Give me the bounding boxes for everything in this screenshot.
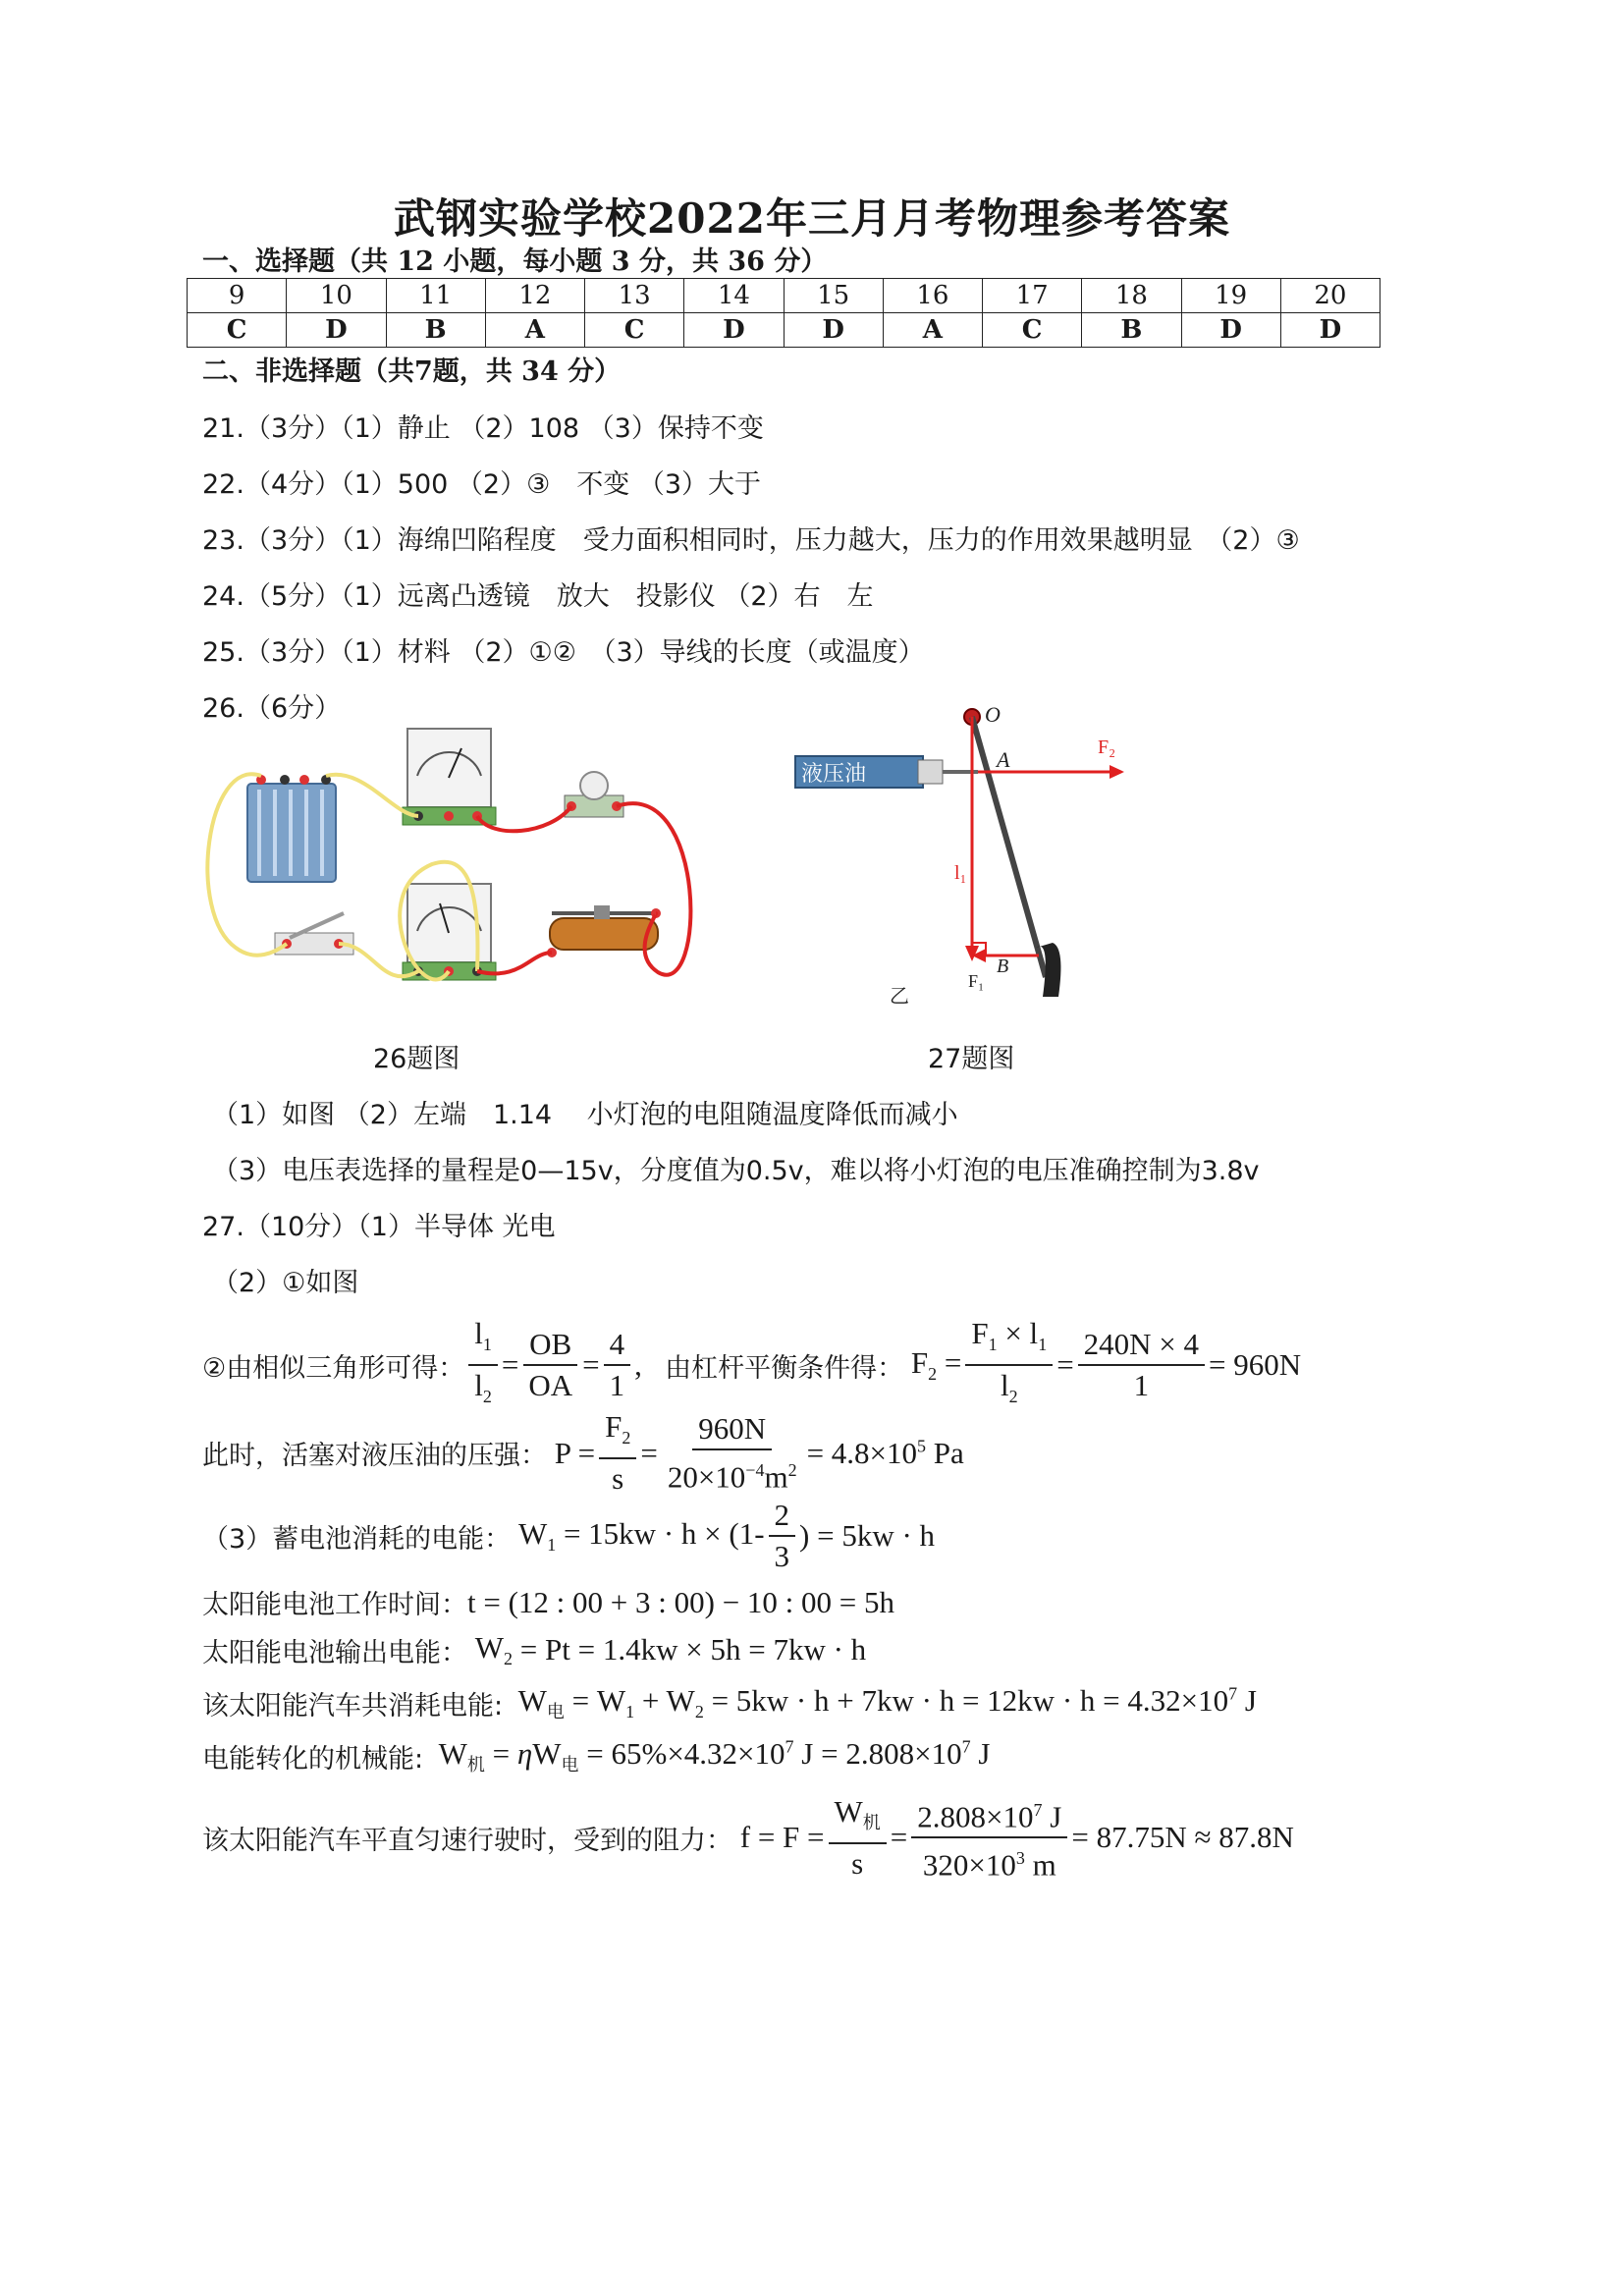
table-cell: D (1280, 313, 1380, 348)
answer-table (187, 278, 1380, 348)
formula-resistance: 该太阳能汽车平直匀速行驶时，受到的阻力： f = F = $\frac{W_机}{s}$ = $\frac{2.808\times 10^7 J}{320\times 10^3 m}$ = 87.75N ≈ 87.8N (202, 1793, 1294, 1883)
formula-similar-triangles: ②由相似三角形可得： $\frac{l_1}{l_2}$ = $\frac{OB}{OA}$ = $\frac{4}{1}$ , 由杠杆平衡条件得： $F_2$ = $\frac{F_1 \times l_1}{l_2}$ = $\frac{240N \times 4}{1}$ = 960N (202, 1316, 1302, 1407)
table-cell: D (684, 313, 784, 348)
table-cell: 17 (983, 279, 1082, 313)
table-cell: D (287, 313, 386, 348)
table-cell: B (1082, 313, 1181, 348)
table-cell: 20 (1280, 279, 1380, 313)
figure-26-caption: 26题图 (373, 1044, 460, 1074)
table-cell: 11 (386, 279, 485, 313)
formula-expression: = Pt = 1.4kw × 5h = 7kw · h (519, 1632, 867, 1667)
switch-icon (275, 913, 353, 955)
answer-line-24: 24.（5分）（1）远离凸透镜 放大 投影仪 （2）右 左 (202, 581, 874, 612)
circuit-figure-26 (196, 717, 707, 1011)
table-cell: 15 (784, 279, 883, 313)
formula-label: 该太阳能汽车共消耗电能: (202, 1691, 504, 1722)
answer-line-26: 26.（6分） (202, 693, 342, 724)
voltmeter-icon (403, 729, 496, 825)
table-cell: 10 (287, 279, 386, 313)
table-cell: D (784, 313, 883, 348)
point-b-label: B (997, 956, 1009, 977)
table-row-numbers (188, 279, 1380, 313)
answer-line-22: 22.（4分）（1）500 （2）③ 不变 （3）大于 (202, 469, 762, 500)
formula-label: 太阳能电池工作时间： (202, 1590, 467, 1620)
table-cell: D (1181, 313, 1280, 348)
point-a-label: A (997, 747, 1010, 772)
answer-line-27b: （2）①如图 (212, 1268, 359, 1298)
formula-mechanical-energy: 电能转化的机械能: $W_机 = \eta W_电 = 65\%\times 4.32\times 10^7$ $J = 2.808\times 10^7$ J (202, 1736, 991, 1776)
table-cell: C (983, 313, 1082, 348)
section-heading-choice: 一、选择题（共 12 小题，每小题 3 分，共 36 分） (202, 246, 828, 277)
table-cell: 12 (485, 279, 584, 313)
figure-yi-label: 乙 (890, 984, 909, 1007)
formula-label: 此时，活塞对液压油的压强： (202, 1441, 547, 1472)
force-f1-label: F₁ (968, 971, 985, 991)
lever-figure-27 (785, 702, 1139, 1007)
formula-label: 电能转化的机械能: (202, 1744, 424, 1776)
formula-working-time (202, 1583, 894, 1621)
table-cell: 19 (1181, 279, 1280, 313)
answer-line-26b: （3）电压表选择的量程是0—15v，分度值为0.5v，难以将小灯泡的电压准确控制为3.8v (212, 1156, 1260, 1186)
formula-total-energy: 该太阳能汽车共消耗电能: $W_电 = W_1 + W_2 = 5kw \cdot h + 7kw \cdot h = 12kw \cdot h = 4.32\times 10^7$ J (202, 1683, 1257, 1722)
answer-line-25: 25.（3分）（1）材料 （2）①② （3）导线的长度（或温度） (202, 637, 925, 668)
formula-label: （3）蓄电池消耗的电能： (202, 1523, 512, 1555)
table-cell: 16 (883, 279, 982, 313)
arm-l1-label: l₁ (954, 862, 967, 884)
force-f2-label: F₂ (1098, 737, 1116, 758)
table-cell: B (386, 313, 485, 348)
formula-solar-output: 太阳能电池输出电能： $W_2$ = Pt = 1.4kw × 5h = 7kw · h (202, 1630, 867, 1669)
formula-label: 该太阳能汽车平直匀速行驶时，受到的阻力： (202, 1825, 732, 1856)
oil-label: 液压油 (801, 762, 867, 787)
table-cell: C (188, 313, 287, 348)
point-o-label: O (985, 702, 1001, 727)
formula-label: ②由相似三角形可得： (202, 1352, 465, 1384)
table-cell: A (883, 313, 982, 348)
answer-line-26a: （1）如图 （2）左端 1.14 小灯泡的电阻随温度降低而减小 (212, 1100, 958, 1130)
page-title: 武钢实验学校2022年三月月考物理参考答案 (394, 194, 1230, 243)
section-heading-nonchoice: 二、非选择题（共7题，共 34 分） (202, 356, 622, 387)
answer-line-23: 23.（3分）（1）海绵凹陷程度 受力面积相同时，压力越大，压力的作用效果越明显 （2）③ (202, 525, 1300, 556)
table-cell: C (585, 313, 684, 348)
formula-label: 太阳能电池输出电能： (202, 1637, 467, 1668)
table-cell: 13 (585, 279, 684, 313)
table-row-answers (188, 313, 1380, 348)
table-cell: 18 (1082, 279, 1181, 313)
table-cell: 9 (188, 279, 287, 313)
formula-battery-energy: （3）蓄电池消耗的电能： $W_1 = 15kw \cdot h \times (1-$ $\frac{2}{3}$ ) = 5kw · h (202, 1498, 936, 1573)
answer-line-27: 27.（10分）（1）半导体 光电 (202, 1212, 556, 1242)
formula-label: 由杠杆平衡条件得： (665, 1352, 904, 1384)
table-cell: A (485, 313, 584, 348)
formula-pressure: 此时，活塞对液压油的压强： P = $\frac{F_2}{s}$ = $\frac{960N}{20\times 10^{-4}m^2}$ = $4.8\times 10^5$ Pa (202, 1409, 964, 1497)
answer-line-21: 21.（3分）（1）静止 （2）108 （3）保持不变 (202, 413, 764, 444)
formula-expression: t = (12 : 00 + 3 : 00) − 10 : 00 = 5h (467, 1584, 895, 1619)
battery-icon (247, 775, 336, 882)
arrowhead-icon (1110, 765, 1124, 779)
table-cell: 14 (684, 279, 784, 313)
bulb-icon (565, 772, 623, 817)
figure-27-caption: 27题图 (928, 1044, 1015, 1074)
